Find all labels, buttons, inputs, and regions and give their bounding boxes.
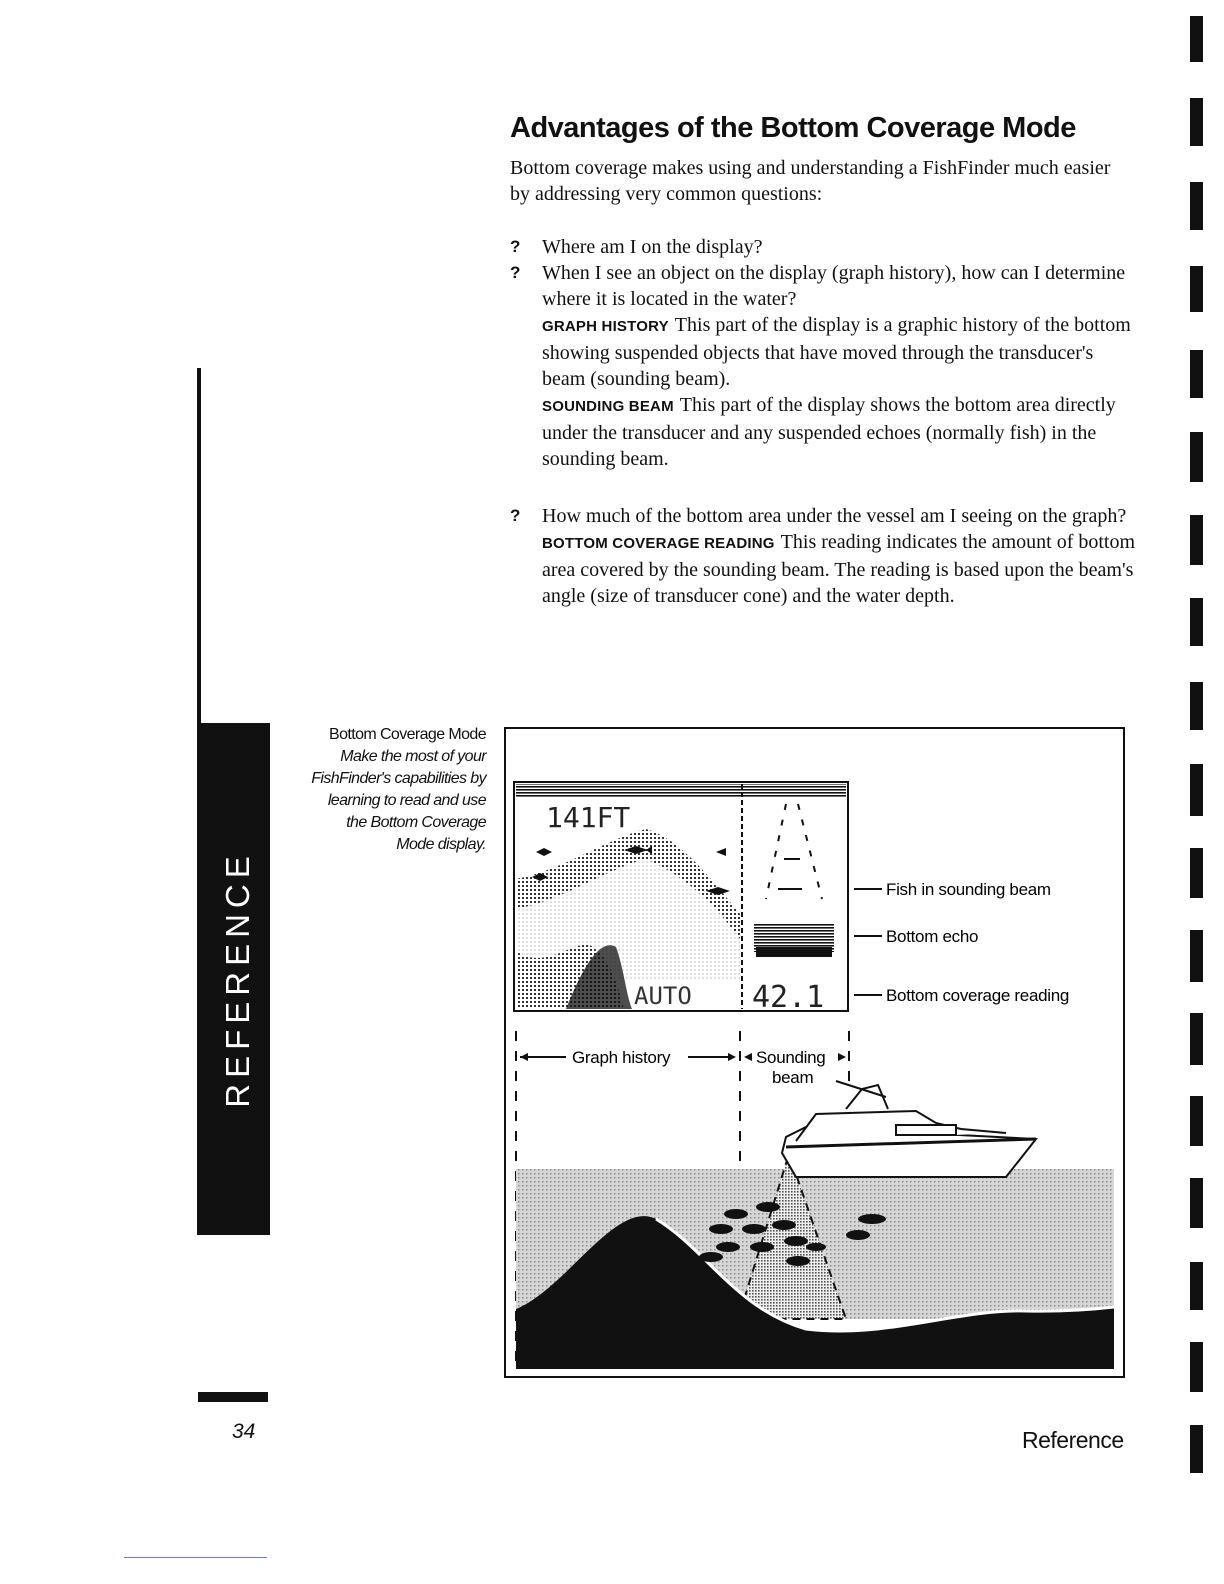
figure-illustration [506, 729, 1123, 1376]
binding-mark [1190, 266, 1203, 312]
question-list [510, 503, 1140, 609]
sounding-beam-label: Sounding [756, 1048, 826, 1067]
binding-mark [1190, 1262, 1203, 1310]
question-bullet-icon: ? [510, 263, 521, 282]
boat [782, 1081, 1036, 1177]
sounding-beam-label-2: beam [772, 1068, 814, 1087]
graph-history-label: Graph history [572, 1048, 671, 1067]
question-list [510, 234, 1140, 472]
margin-note-line: Make the most of your [340, 748, 486, 765]
question-bullet-icon: ? [510, 506, 521, 525]
binding-mark [1190, 598, 1203, 646]
margin-note-line: learning to read and use [327, 792, 486, 809]
margin-note-title: Bottom Coverage Mode [329, 726, 486, 743]
binding-mark [1190, 1096, 1203, 1146]
binding-mark [1190, 98, 1203, 146]
margin-note [260, 724, 486, 856]
binding-mark [1190, 1013, 1203, 1065]
page-number: 34 [232, 1420, 256, 1443]
binding-mark [1190, 182, 1203, 230]
section-tab-label: REFERENCE [218, 850, 256, 1108]
definition-term: SOUNDING BEAM [542, 398, 674, 415]
binding-mark [1190, 764, 1203, 816]
binding-mark [1190, 848, 1203, 898]
lcd-auto-readout: AUTO [634, 982, 692, 1010]
definition [542, 312, 1140, 392]
question-bullet-icon: ? [510, 237, 521, 256]
question-item [510, 260, 1140, 472]
callout-bottom-echo: Bottom echo [886, 927, 979, 946]
definition [542, 392, 1140, 472]
binding-mark [1190, 1178, 1203, 1228]
binding-mark [1190, 682, 1203, 730]
binding-mark [1190, 1342, 1203, 1392]
callout-bottom-coverage: Bottom coverage reading [886, 986, 1070, 1005]
question-item [510, 234, 1140, 260]
definition-text: This part of the display is a graphic history of the bottom showing suspended objects that have moved through the transducer's beam (sounding beam). [542, 314, 1131, 390]
intro-paragraph: Bottom coverage makes using and understanding a FishFinder much easier by addressing very common questions: [510, 157, 1111, 205]
binding-mark [1190, 432, 1203, 482]
question-text: Where am I on the display? [542, 236, 763, 258]
lcd-coverage-readout: 42.1 [752, 980, 825, 1015]
definition-text: This part of the display shows the bottom area directly under the transducer and any suspended echoes (normally fish) in the sounding beam. [542, 394, 1116, 470]
definition-term: GRAPH HISTORY [542, 318, 669, 335]
binding-mark [1190, 16, 1203, 62]
scan-artifact-line [124, 1557, 267, 1558]
binding-mark [1190, 515, 1203, 565]
definition [542, 529, 1140, 609]
margin-note-line: FishFinder's capabilities by [311, 770, 486, 787]
margin-note-line: Mode display. [396, 836, 486, 853]
margin-note-line: the Bottom Coverage [346, 814, 486, 831]
binding-mark [1190, 930, 1203, 982]
definition-term: BOTTOM COVERAGE READING [542, 535, 775, 552]
question-text: How much of the bottom area under the vessel am I seeing on the graph? [542, 505, 1127, 527]
page-title: Advantages of the Bottom Coverage Mode [510, 112, 1076, 144]
bottom-coverage-figure [504, 727, 1125, 1378]
binding-mark [1190, 350, 1203, 398]
spine-foot-rule [198, 1392, 268, 1402]
lcd-depth-readout: 141FT [546, 801, 631, 834]
callout-fish-in-beam: Fish in sounding beam [886, 880, 1051, 899]
spine-rule [197, 368, 201, 728]
definition-text: This reading indicates the amount of bottom area covered by the sounding beam. The reading is based upon the beam's angle (size of transducer cone) and the water depth. [542, 531, 1136, 607]
binding-mark [1190, 1425, 1203, 1473]
question-item [510, 503, 1140, 609]
running-footer: Reference [1022, 1427, 1124, 1453]
lcd-display [514, 782, 848, 1015]
question-text: When I see an object on the display (graph history), how can I determine where it is located in the water? [542, 262, 1126, 310]
